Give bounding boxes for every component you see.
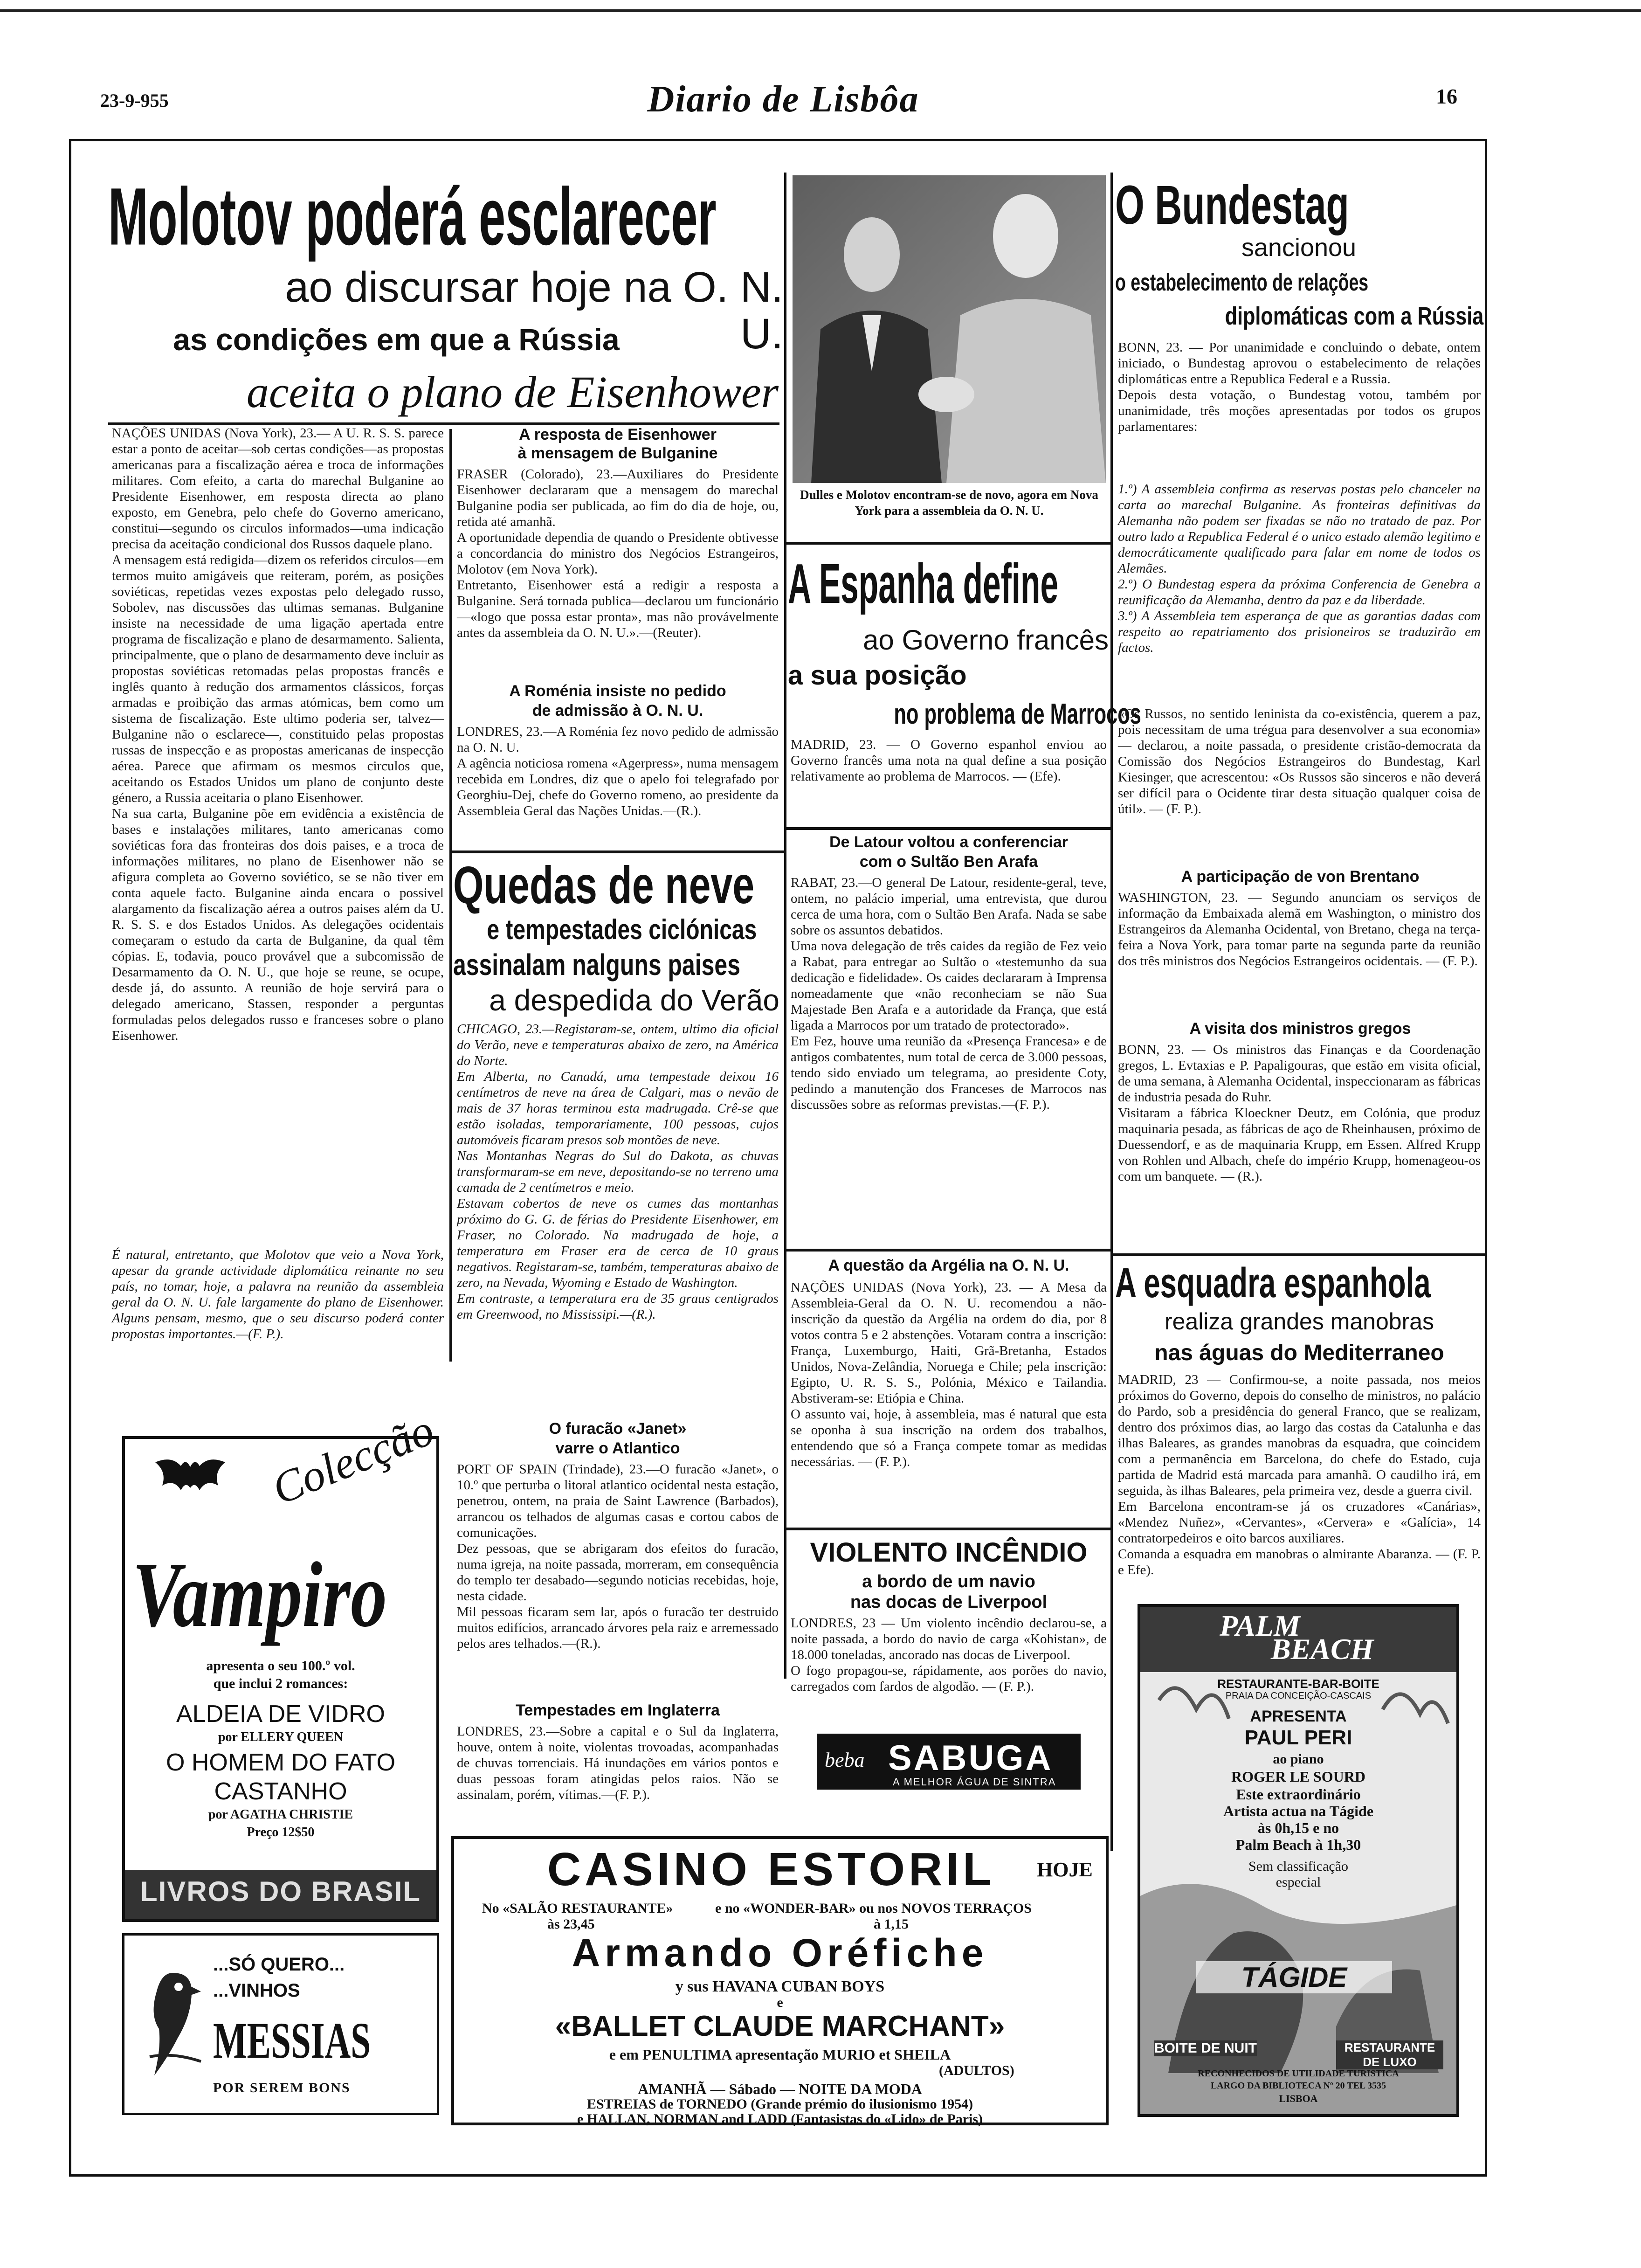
casino-adultos: (ADULTOS) [939, 2063, 1014, 2078]
vampiro-title-box [132, 1543, 431, 1646]
snow-deck-2-box [453, 947, 781, 984]
snow-deck-3: a despedida do Verão [489, 983, 779, 1017]
messias-ad [122, 1933, 439, 2115]
palm-name-2: BEACH [1271, 1632, 1374, 1666]
palm-artist: PAUL PERI [1244, 1726, 1352, 1749]
janet-headline-2: varre o Atlantico [555, 1439, 680, 1457]
algeria-headline: A questão da Argélia na O. N. U. [828, 1257, 1069, 1274]
palm-subtitle: RESTAURANTE-BAR-BOITE [1217, 1677, 1379, 1691]
parrot-icon [136, 1964, 206, 2080]
messias-line-1: ...SÓ QUERO... [213, 1954, 345, 1975]
casino-hoje: HOJE [1037, 1858, 1093, 1881]
spain-deck-3-box [788, 697, 1141, 734]
molotov-body-italic: É natural, entretanto, que Molotov que veio a Nova York, apesar da grande actividade diplomática reinante no seu país, no tomar, hoje, a palavra na reunião da assembleia geral da O. N. U. fale largamente do plano de Eisenhower. Alguns pensam, mesmo, que o seu discurso poderá conter propostas importantes.—(F. P.). [112, 1247, 444, 1341]
casino-title: CASINO ESTORIL [547, 1843, 995, 1895]
brentano-body: WASHINGTON, 23. — Segundo anunciam os serviços de informação da Embaixada alemã em Washington, o ministro dos Estrangeiros da Alemanha Ocidental, von Bretano, chega na terça-feira a Nova York, para tomar parte na segunda parte da reunião dos três ministros dos Negócios Estrangeiros ocidentais. — (F. P.). [1118, 890, 1481, 968]
algeria-body: NAÇÕES UNIDAS (Nova York), 23. — A Mesa da Assembleia-Geral da O. N. U. recomendou a não-inscrição da questão da Argélia na ordem do dia, por 8 votos contra 5 e 2 abstenções. Votaram contra a inscrição: França, Luxemburgo, Haiti, Grã-Bretanha, Estados Unidos, Nova-Zelândia, Noruega e Chile; pela inscrição: Egipto, U. R. S. S., Polónia, México e Tailandia. Abstiveram-se: Etiópia e China. O assunto vai, hoje, à assembleia, mas é natural que esta se oponha à sua inscrição na ordem dos trabalhos, entendendo que só a França compete tomar as medidas necessárias. — (F. P.). [791, 1280, 1107, 1469]
palm-classif-2: especial [1276, 1874, 1321, 1890]
molotov-body: NAÇÕES UNIDAS (Nova York), 23.— A U. R. S. S. parece estar a ponto de aceitar—sob certas condições—as propostas americanas para a fiscalização aérea e troca de informações militares. Com efeito, a carta do marechal Bulganine ao Presidente Eisenhower, em resposta directa ao plano exposto, em Genebra, pelo chefe do Governo americano, constitui—segundo os circulos informados—uma indicação precisa da aceitação condicional dos Russos daquele plano. A mensagem está redigida—dizem os referidos circulos—em termos muito amigáveis que reiteram, porém, as posições soviéticas, repetidas vezes expostas pelo delegado russo, Sobolev, nas discussões das ultimas semanas. Bulganine insiste na necessidade de uma ligação apertada entre programa de fiscalização e plano de desarmamento. Salienta, principalmente, que o plano de desarmamento deve incluir as propostas soviéticas retomadas pelas propostas francês e inglês quanto à redução dos armamentos clássicos, forças armadas e proibição das armas atómicas, bem como um sistema de fiscalização. Este ultimo poderia ser, talvez—Bulganine não o esclarece—, constituido pelas propostas russas de inspecção e as propostas americanas de inspecção aérea. Parece que afirmam os mesmos circulos que, aceitando os Estados Unidos um plano de conjunto deste género, a Russia aceitaria o plano Eisenhower. Na sua carta, Bulganine põe em evidência a existência de bases e instalações militares, tanto americanas como soviéticas fora das fronteiras dos dois paises, e a troca de informações militares, no plano de Eisenhower não se afigura completa ao Governo soviético, se se não tiver em conta aquele facto. Bulganine ainda encara o possivel alargamento da fiscalização aérea a outros paises além da U. R. S. S. e dos Estados Unidos. As delegações ocidentais começaram o estudo da carta de Bulganine, da qual têm cópias. E, todavia, pouco provável que a subcomissão de Desarmamento da O. N. U., que hoje se reune, se ocupe, desde já, do assunto. A reunião de hoje servirá para o delegado americano, Stassen, responder a perguntas formuladas pelos delegados russo e franceses sobre o plano Eisenhower. [112, 426, 444, 1043]
fleet-headline: A esquadra espanhola [1115, 1259, 1431, 1307]
spain-body: MADRID, 23. — O Governo espanhol enviou ao Governo francês uma nota na qual define a sua posição relativamente ao problema de Marrocos. — (Efe). [791, 737, 1107, 784]
casino-estreias: ESTREIAS de TORNEDO (Grande prémio do ilusionismo 1954) [586, 2096, 973, 2112]
fleet-deck-1: realiza grandes manobras [1164, 1308, 1434, 1335]
bundestag-deck-2-box [1115, 268, 1483, 298]
fire-deck-1: a bordo de um navio [862, 1572, 1035, 1591]
palm-name-1: PALM [1220, 1609, 1301, 1642]
palm-desc-1: Este extraordinário [1236, 1786, 1361, 1803]
palm-footer-3: LISBOA [1279, 2093, 1318, 2104]
storms-england-headline: Tempestades em Inglaterra [516, 1701, 720, 1719]
palm-boite: BOITE DE NUIT [1154, 2040, 1257, 2056]
palm-desc-3: às 0h,15 e no [1257, 1819, 1339, 1836]
newspaper-title: Diario de Lisbôa [647, 79, 919, 120]
casino-estoril-ad [451, 1836, 1109, 2125]
casino-hallan: e HALLAN, NORMAN and LADD (Fantasistas do «Lido» de Paris) [577, 2111, 983, 2127]
snow-deck-1: e tempestades ciclónicas [487, 914, 757, 945]
spain-headline: A Espanha define [788, 552, 1059, 615]
messias-tagline: POR SEREM BONS [213, 2080, 351, 2095]
vampiro-book-1: ALDEIA DE VIDRO [176, 1701, 385, 1728]
vampiro-author-1: por ELLERY QUEEN [218, 1730, 344, 1744]
janet-headline-1: O furacão «Janet» [549, 1420, 687, 1438]
section-rule [784, 1249, 1110, 1252]
dulles-molotov-photo [793, 175, 1106, 483]
vampiro-publisher: LIVROS DO BRASIL [140, 1876, 421, 1907]
photo-illustration [793, 175, 1106, 483]
bundestag-body-2: «Os Russos, no sentido leninista da co-existência, querem a paz, pois necessitam de uma trégua para desenvolver a sua economia» — declarou, a noite passada, o presidente cristão-democrata da Comissão dos Negócios Estrangeiros do Bundestag, Karl Kiesinger, que acrescentou: «Os Russos são sinceros e não deverá ser difícil para o Ocidente tirar desta situação qualquer coisa de útil». — (F. P.). [1118, 706, 1481, 816]
greek-headline: A visita dos ministros gregos [1189, 1020, 1411, 1037]
casino-e: e [777, 1995, 783, 2010]
bundestag-body: BONN, 23. — Por unanimidade e concluindo o debate, ontem iniciado, o Bundestag aprovou o estabelecimento de relações diplomáticas entre a Republica Federal e a Russia. Depois desta votação, o Bundestag votou, também por unanimidade, três moções apresentadas por todos os grupos parlamentares: [1118, 340, 1481, 434]
sabuga-ad [817, 1734, 1081, 1790]
delatour-body: RABAT, 23.—O general De Latour, residente-geral, teve, ontem, no palácio imperial, uma entrevista, que durou cerca de uma hora, com o Sultão Ben Arafa. Nada se sabe sobre os assuntos debatidos. Uma nova delegação de três caides da região de Fez veio a Rabat, para entregar ao Sultão o «testemunho da sua dedicação e fidelidade». Os caides declararam à Imprensa nomeadamente que «não reconheciam se não Sua Majestade Ben Arafa e a autoridade da França, que está ligada a Marrocos por um tratado de protectorado». Em Fez, houve uma reunião da «Presença Francesa» e de antigos combatentes, num total de cerca de 3.000 pessoas, tendo sido enviado um telegrama, ao presidente Coty, pedindo a manutenção dos Franceses de Marrocos nas discussões sobre as reformas previstas.—(F. P.). [791, 875, 1107, 1112]
brentano-headline: A participação de von Brentano [1181, 868, 1420, 885]
fleet-deck-2: nas águas do Mediterraneo [1154, 1341, 1444, 1365]
sabuga-tagline: A MELHOR ÁGUA DE SINTRA [893, 1776, 1056, 1788]
molotov-deck-2: as condições em que a Rússia [173, 322, 620, 357]
casino-penultima: e em PENULTIMA apresentação MURIO et SHEILA [609, 2046, 951, 2063]
vampiro-title: Vampiro [132, 1543, 387, 1646]
delatour-headline-1: De Latour voltou a conferenciar [829, 833, 1068, 851]
spain-headline-box [788, 552, 1110, 615]
casino-time-2: à 1,15 [874, 1916, 909, 1932]
vampiro-intro-2: que inclui 2 romances: [213, 1676, 348, 1691]
palm-ao-piano: ao piano [1273, 1751, 1324, 1767]
palm-desc-2: Artista actua na Tágide [1223, 1803, 1374, 1819]
vampiro-book-2a: O HOMEM DO FATO [165, 1749, 396, 1776]
section-rule [784, 542, 1110, 545]
romania-body: LONDRES, 23.—A Roménia fez novo pedido de admissão na O. N. U. A agência noticiosa romena «Agerpress», numa mensagem recebida em Londres, diz que o apelo foi telegrafado por Georghiu-Dej, chefe do Governo romeno, ao presidente da Assembleia Geral das Nações Unidas.—(R.). [457, 724, 779, 818]
bundestag-deck-3: diplomáticas com a Rússia [1225, 302, 1483, 330]
vampiro-author-2: por AGATHA CHRISTIE [208, 1807, 353, 1822]
issue-date: 23-9-955 [100, 90, 169, 111]
section-rule [784, 1528, 1110, 1530]
vampiro-intro-1: apresenta o seu 100.º vol. [206, 1658, 355, 1673]
vampiro-ad [122, 1404, 441, 1922]
storms-england-body: LONDRES, 23.—Sobre a capital e o Sul da Inglaterra, houve, ontem à noite, violentas trovoadas, acompanhadas de chuvas torrenciais. Há inundações em vários pontos e duas pessoas foram atingidas pelos raios. Não se assinalam, porém, vítimas.—(F. P.). [457, 1724, 779, 1802]
messias-brand-box [213, 2012, 432, 2069]
sabuga-script: beba [825, 1749, 865, 1771]
palm-desc-4: Palm Beach à 1h,30 [1235, 1836, 1361, 1853]
palm-location: PRAIA DA CONCEIÇÃO-CASCAIS [1225, 1691, 1372, 1701]
casino-venue-mid: e no «WONDER-BAR» ou nos NOVOS TERRAÇOS [715, 1901, 1032, 1916]
eisenhower-reply-headline-2: à mensagem de Bulganine [517, 444, 718, 462]
molotov-headline: Molotov poderá esclarecer [108, 171, 717, 263]
molotov-headline-box [108, 171, 779, 263]
palm-restaurante: RESTAURANTE DE LUXO [1336, 2040, 1443, 2069]
column-rule [784, 173, 786, 1679]
delatour-headline-2: com o Sultão Ben Arafa [859, 853, 1038, 871]
messias-brand: MESSIAS [213, 2012, 371, 2069]
bundestag-headline: O Bundestag [1115, 174, 1349, 236]
bundestag-deck-1: sancionou [1241, 234, 1357, 262]
column-rule [449, 429, 452, 1362]
fleet-body: MADRID, 23 — Confirmou-se, a noite passada, nos meios próximos do Governo, depois do conselho de ministros, no palácio do Pardo, sob a presidência do general Franco, que se realizam, dentro dos próximos dias, ao largo das costas da Catalunha e das ilhas Baleares, as grandes manobras da esquadra, que coincidem com a permanência em Barcelona, do chefe do Estado, cuja partida de Madrid está marcada para amanhã. O caudilho irá, em seguida, às ilhas Baleares, pela primeira vez, desde a guerra civil. Em Barcelona encontram-se já os cruzadores «Canárias», «Mendez Nuñez», «Cervantes», «Cervera» e «Galícia», 14 contratorpedeiros e oito barcos auxiliares. Comanda a esquadra em manobras o almirante Abaranza. — (F. P. e Efe). [1118, 1372, 1481, 1577]
romania-headline-2: de admissão à O. N. U. [532, 702, 703, 719]
snow-deck-2: assinalam nalguns paises [453, 948, 740, 982]
casino-band: y sus HAVANA CUBAN BOYS [675, 1978, 885, 1995]
casino-venue-1: No «SALÃO RESTAURANTE» [482, 1901, 673, 1916]
spain-deck-3: no problema de Marrocos [894, 698, 1141, 730]
fire-headline: VIOLENTO INCÊNDIO [810, 1537, 1088, 1568]
palm-footer-1: RECONHECIDOS DE UTILIDADE TURISTICA [1198, 2068, 1399, 2079]
section-rule [784, 827, 1110, 830]
molotov-deck-1: ao discursar hoje na O. N. U. [285, 263, 783, 358]
fire-body: LONDRES, 23 — Um violento incêndio declarou-se, a noite passada, a bordo do navio de carga «Kohistan», de 18.000 toneladas, ancorado nas docas de Liverpool. O fogo propagou-se, rápidamente, aos porões do navio, carregados com fardos de algodão. — (F. P.). [791, 1616, 1107, 1694]
section-rule [449, 850, 784, 853]
messias-line-2: ...VINHOS [213, 1980, 300, 2001]
fire-deck-2: nas docas de Liverpool [850, 1592, 1048, 1612]
bundestag-headline-box [1115, 175, 1483, 234]
vampiro-book-2b: CASTANHO [214, 1778, 347, 1805]
palm-classif-1: Sem classificação [1248, 1859, 1349, 1874]
casino-performer: Armando Oréfiche [572, 1931, 988, 1975]
palm-roger: ROGER LE SOURD [1231, 1768, 1366, 1785]
page-number: 16 [1436, 84, 1457, 108]
palm-apresenta: APRESENTA [1250, 1708, 1347, 1725]
bundestag-deck-2: o estabelecimento de relações [1115, 269, 1369, 296]
casino-ballet: «BALLET CLAUDE MARCHANT» [555, 2010, 1005, 2042]
eisenhower-reply-body: FRASER (Colorado), 23.—Auxiliares do Presidente Eisenhower declararam que a mensagem do marechal Bulganine podia ser publicada, ao fim do dia de hoje, ou, retida até amanhã. A oportunidade dependia de quando o Presidente obtivesse a concordancia do ministro dos Negócios Estrangeiros, Molotov (em Nova York). Entretanto, Eisenhower está a redigir a resposta a Bulganine. Será tornada publica—declarou um funcionário—«logo que possa estar pronta», mas não provávelmente antes da assembleia da O. N. U.».—(Reuter). [457, 467, 779, 640]
snow-body: CHICAGO, 23.—Registaram-se, ontem, ultimo dia oficial do Verão, neve e temperaturas abaixo de zero, na América do Norte. Em Alberta, no Canadá, uma tempestade deixou 16 centímetros de neve na área de Calgari, mas o nevão de mais de 37 horas terminou esta madrugada. Crê-se que estão isoladas, temporariamente, 100 pessoas, cujos automóveis ficaram presos sob montões de neve. Nas Montanhas Negras do Sul do Dakota, as chuvas transformaram-se em neve, depositando-se no terreno uma camada de 2 centímetros e meio. Estavam cobertos de neve os cumes das montanhas próximo do G. G. de férias do Presidente Eisenhower, em Fraser, no Colorado. Na madrugada de hoje, a temperatura em Fraser era de cerca de 10 graus negativos. Registaram-se, também, temperaturas abaixo de zero, na Nevada, Wyoming e Estado de Washington. Em contraste, a temperatura era de 35 graus centigrados em Greenwood, no Mississipi.—(R.). [457, 1022, 779, 1322]
sabuga-brand: SABUGA [888, 1738, 1053, 1778]
casino-amanha: AMANHÃ — Sábado — NOITE DA MODA [638, 2081, 922, 2097]
romania-headline-1: A Roménia insiste no pedido [509, 682, 726, 700]
bundestag-deck-3-box [1115, 301, 1483, 332]
janet-body: PORT OF SPAIN (Trindade), 23.—O furacão «Janet», o 10.º que perturba o litoral atlantico ocidental nesta estação, penetrou, ontem, na praia de Saint Lawrence (Barbados), arrancou os telhados de algumas casas e cortou cabos de comunicações. Dez pessoas, que se abrigaram dos efeitos do furacão, numa igreja, na noite passada, morreram, em consequência do templo ter desabado—segundo noticias recebidas, hoje, nesta cidade. Mil pessoas ficaram sem lar, após o furacão ter destruido muitos edifícios, arrancado árvores pela raiz e arremessado pelos ares telhados.—(R.). [457, 1462, 779, 1651]
casino-time-1: às 23,45 [547, 1916, 595, 1932]
eisenhower-reply-headline-1: A resposta de Eisenhower [519, 426, 717, 443]
snow-deck-1-box [453, 912, 781, 949]
bundestag-body-italic: 1.º) A assembleia confirma as reservas postas pelo chanceler na carta ao marechal Bulganine. As fronteiras definitivas da Alemanha não podem ser fixadas se não no tratado de paz. Por outro lado a Republica Federal é o unico estado alemão legitimo e democráticamente qualificado para falar em nome de todos os Alemães. 2.º) O Bundestag espera da próxima Conferencia de Genebra a reunificação da Alemanha, dentro da paz e da liberdade. 3.º) A Assembleia tem esperança de que as garantias dadas com respeito ao repatriamento dos prisioneiros se traduzirão em factos. [1118, 482, 1481, 655]
palm-tagide: TÁGIDE [1196, 1961, 1392, 1993]
column-rule [1110, 173, 1113, 1851]
snow-headline: Quedas de neve [453, 855, 755, 914]
fleet-headline-box [1115, 1259, 1483, 1306]
vampiro-price: Preço 12$50 [247, 1825, 315, 1839]
snow-headline-box [453, 855, 781, 914]
molotov-deck-3: aceita o plano de Eisenhower [246, 367, 779, 417]
top-rule [0, 9, 1641, 12]
spain-deck-1: ao Governo francês [863, 624, 1109, 656]
vampiro-colecao: Colecção [265, 1404, 441, 1514]
palm-beach-ad [1138, 1604, 1459, 2117]
greek-body: BONN, 23. — Os ministros das Finanças e da Coordenação gregos, L. Evtaxias e P. Papaligouras, que estão em visita oficial, de uma semana, à Alemanha Ocidental, inspeccionaram as fábricas de industria pesada do Ruhr. Visitaram a fábrica Kloeckner Deutz, em Colónia, que produz maquinaria pesada, as fábricas de aço de Rheinhausen, próximo de Duessendorf, e as de maquinaria Krupp, em Essen. Alfred Krupp von Rohlen und Albach, chefe do império Krupp, homenageou-os com um banquete. — (R.). [1118, 1042, 1481, 1184]
palm-footer-2: LARGO DA BIBLIOTECA Nº 20 TEL 3535 [1210, 2081, 1386, 2091]
bat-icon [153, 1453, 228, 1504]
section-rule [1110, 1253, 1487, 1256]
spain-deck-2: a sua posição [788, 660, 967, 691]
photo-caption: Dulles e Molotov encontram-se de novo, agora em Nova York para a assembleia da O. N. U. [800, 488, 1098, 518]
